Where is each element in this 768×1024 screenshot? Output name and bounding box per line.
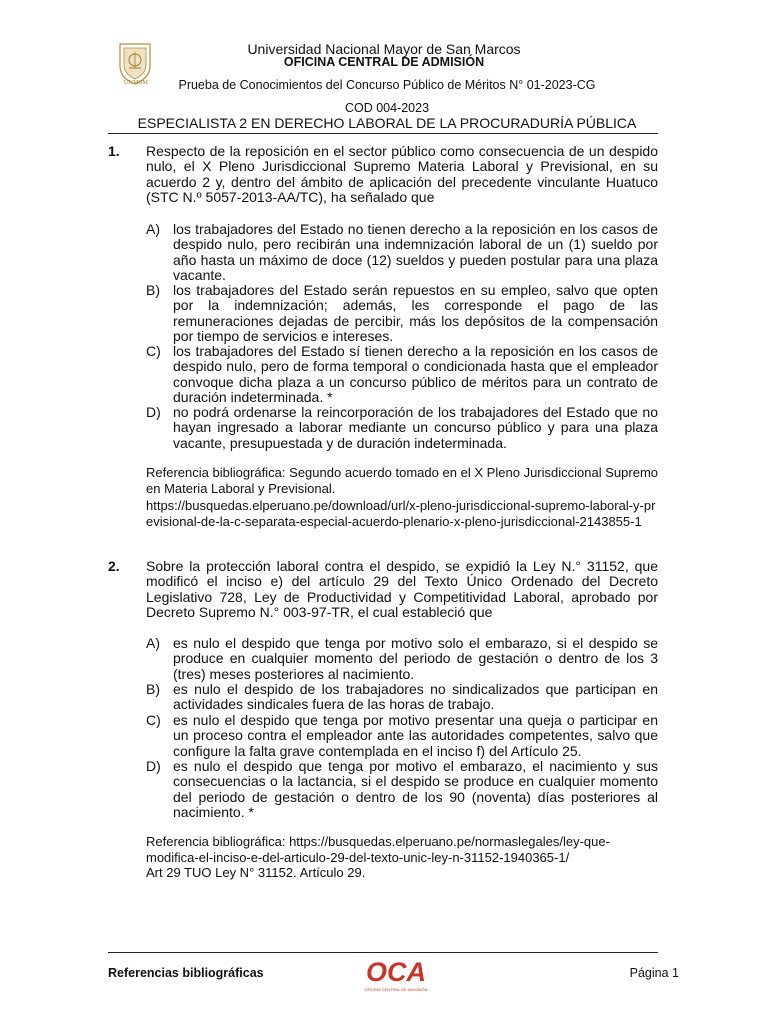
option-letter: C): [146, 343, 161, 359]
option-letter: B): [146, 681, 160, 697]
option-text: los trabajadores del Estado no tienen derecho a la reposición en los casos de despido nulo, pero recibirán una indemnización laboral de un (1) sueldo por año hasta un máximo de doce (12) sueldos y pueden postular para una plaza vacante.: [173, 221, 658, 284]
question-2-option-a: [146, 636, 658, 682]
option-letter: D): [146, 758, 161, 774]
question-1-reference-link: https://busquedas.elperuano.pe/download/url/x-pleno-jurisdiccional-supremo-laboral-y-previsional-de-la-c-separata-especial-acuerdo-plenario-x-pleno-jurisdiccional-2143855-1: [146, 498, 656, 529]
question-2-option-b: [146, 682, 658, 713]
oca-logo: [365, 958, 427, 986]
oca-logo-caption: OFICINA CENTRAL DE ADMISIÓN: [364, 987, 428, 992]
question-1-reference: Referencia bibliográfica: Segundo acuerdo tomado en el X Pleno Jurisdiccional Supremo en Materia Laboral y Previsional.: [146, 465, 658, 496]
question-number: 2.: [108, 558, 120, 574]
question-2-reference-article: Art 29 TUO Ley N° 31152. Artículo 29.: [146, 865, 366, 880]
option-letter: D): [146, 404, 161, 420]
question-number: 1.: [108, 143, 120, 159]
question-2-option-c: [146, 713, 658, 759]
option-text: los trabajadores del Estado serán repuestos en su empleo, salvo que opten por la indemnización; además, les corresponde el pago de las remuneraciones dejadas de percibir, más los depósitos de la compensación por tiempo de servicios e intereses.: [173, 282, 658, 345]
option-text: no podrá ordenarse la reincorporación de los trabajadores del Estado que no hayan ingresado a laborar mediante un concurso público y para una plaza vacante, presupuestada y de duración indeterminada.: [173, 404, 658, 451]
question-2-reference: Referencia bibliográfica: https://busquedas.elperuano.pe/normaslegales/ley-que-modifica-el-inciso-e-del-articulo-29-del-texto-unic-ley-n-31152-1940365-1/: [146, 834, 610, 865]
question-1-option-c: [146, 344, 658, 406]
option-letter: A): [146, 221, 160, 237]
option-text: es nulo el despido que tenga por motivo solo el embarazo, si el despido se produce en cualquier momento del periodo de gestación o dentro de los 3 (tres) meses posteriores al nacimiento.: [173, 635, 658, 682]
option-text: los trabajadores del Estado sí tienen derecho a la reposición en los casos de despido nulo, pero de forma temporal o condicionada hasta que el empleador convoque dicha plaza a un concurso público de méritos para un contrato de duración indeterminada. *: [173, 343, 658, 406]
question-text: Respecto de la reposición en el sector público como consecuencia de un despido nulo, el X Pleno Jurisdiccional Supremo Materia Laboral y Previsional, en su acuerdo 2 y, dentro del ámbito de aplicación del precedente vinculante Huatuco (STC N.º 5057-2013-AA/TC), ha señalado que: [146, 143, 658, 206]
question-1-option-d: [146, 405, 658, 451]
option-text: es nulo el despido que tenga por motivo presentar una queja o participar en un proceso contra el empleador ante las autoridades competentes, salvo que configure la falta grave contemplada en el inciso f) del Artículo 25.: [173, 712, 658, 759]
position-title: ESPECIALISTA 2 EN DERECHO LABORAL DE LA PROCURADURÍA PÚBLICA: [137, 115, 637, 131]
option-letter: C): [146, 712, 161, 728]
footer-divider: [108, 952, 658, 953]
option-letter: A): [146, 635, 160, 651]
header-divider: [108, 133, 658, 134]
crest-caption: UNMSM: [123, 80, 149, 86]
office-name: OFICINA CENTRAL DE ADMISIÓN: [283, 55, 485, 69]
question-text: Sobre la protección laboral contra el despido, se expidió la Ley N.° 31152, que modificó el inciso e) del artículo 29 del Texto Único Ordenado del Decreto Legislativo 728, Ley de Productividad y Competitividad Laboral, aprobado por Decreto Supremo N.° 003-97-TR, el cual estableció que: [146, 558, 658, 621]
question-1-option-a: [146, 222, 658, 284]
question-2: [108, 559, 658, 621]
option-text: es nulo el despido de los trabajadores no sindicalizados que participan en actividades sindicales fuera de las horas de trabajo.: [173, 681, 658, 713]
footer-label: Referencias bibliográficas: [108, 966, 264, 980]
option-text: es nulo el despido que tenga por motivo el embarazo, el nacimiento y sus consecuencias o la lactancia, si el despido se produce en cualquier momento del periodo de gestación o dentro de los 90 (noventa) días posteriores al nacimiento. *: [173, 758, 658, 821]
question-2-option-d: [146, 759, 658, 821]
option-letter: B): [146, 282, 160, 298]
exam-code: COD 004-2023: [344, 101, 430, 115]
page-number: Página 1: [629, 966, 679, 980]
question-1-option-b: [146, 283, 658, 345]
exam-title: Prueba de Conocimientos del Concurso Público de Méritos N° 01-2023-CG: [178, 78, 596, 92]
question-1: [108, 144, 658, 206]
university-name: Universidad Nacional Mayor de San Marcos: [247, 41, 521, 57]
oca-logo-text: OCA: [366, 958, 426, 986]
